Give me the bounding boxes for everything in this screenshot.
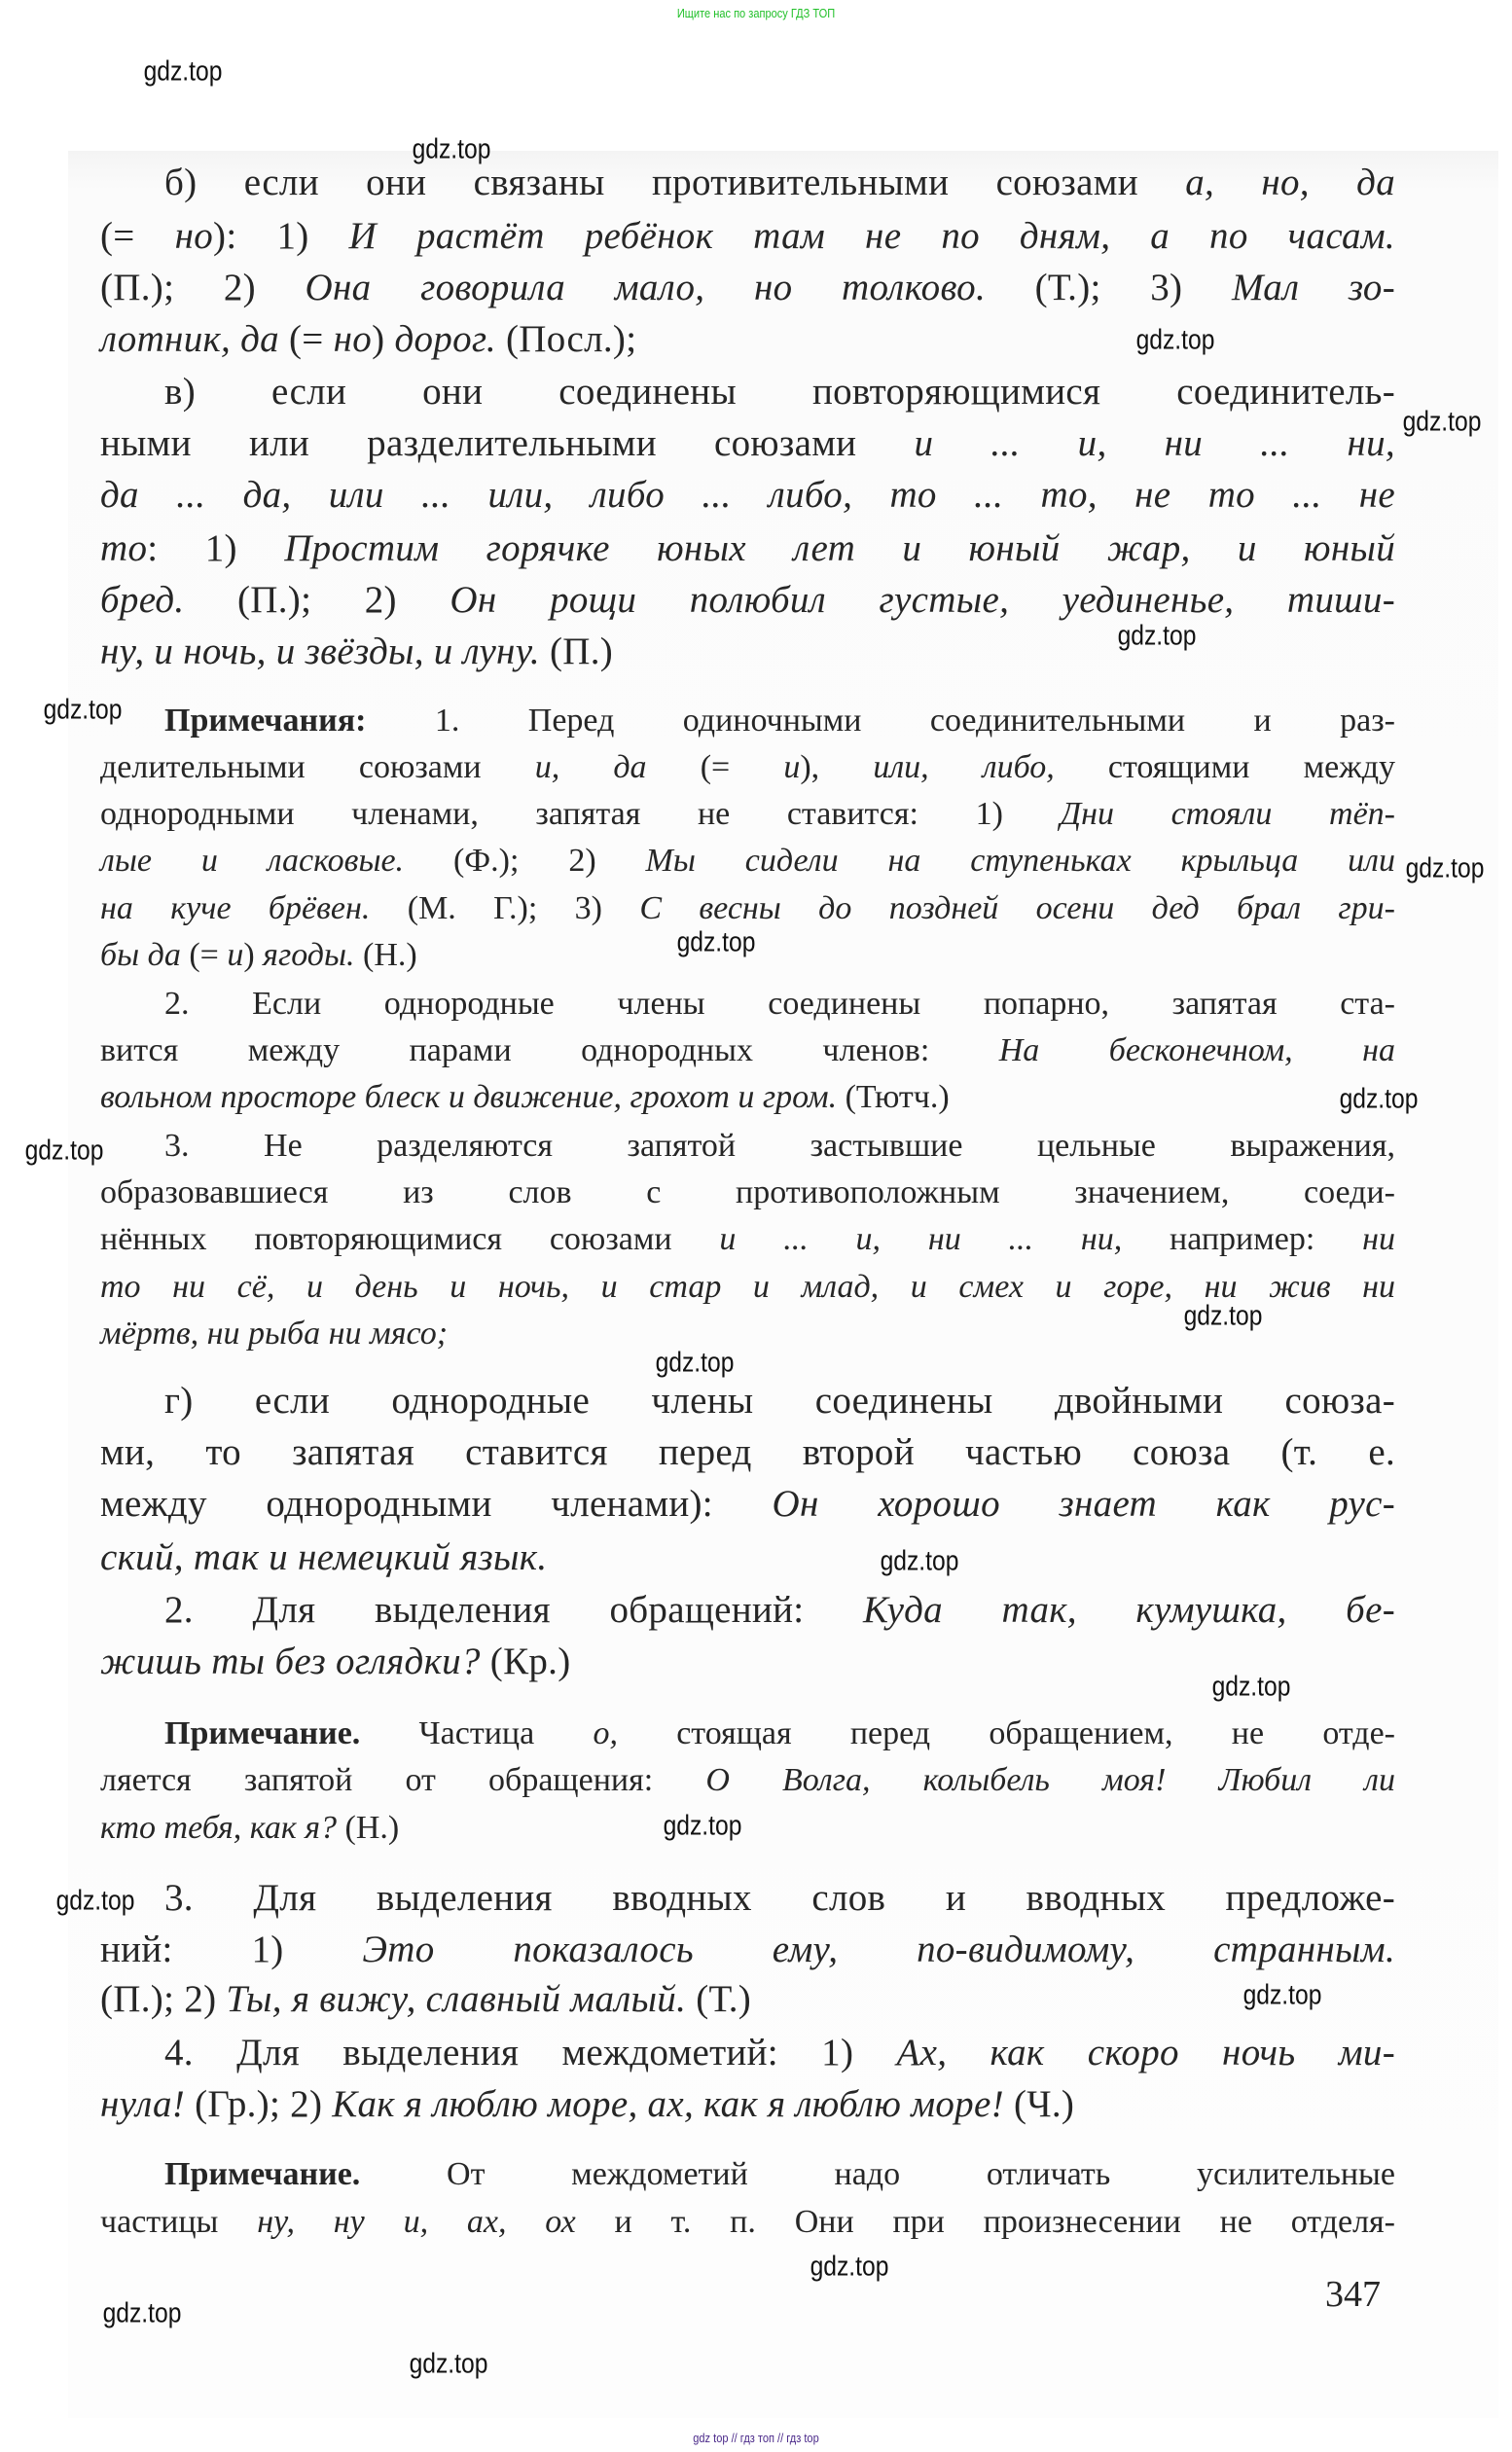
rule-text: ляется запятой от обращения: [100, 1762, 706, 1799]
example-text: О Волга, колыбель моя! Любил ли [705, 1762, 1395, 1799]
example-text: На бесконечном, на [998, 1031, 1395, 1068]
rule-text: (Ч.) [1003, 2083, 1075, 2126]
rule-text: 2. Если однородные члены соединены попарно, запятая ста- [164, 985, 1395, 1022]
example-text: дорог. [394, 317, 496, 360]
rule-text: Частица [360, 1715, 594, 1752]
example-text: Он рощи полюбил густые, уединенье, тиши- [450, 579, 1395, 622]
watermark: gdz.top [663, 1810, 741, 1842]
text-line [100, 1171, 1395, 1215]
text-line [100, 1758, 1395, 1803]
text-line [100, 745, 1395, 790]
text-line [100, 1217, 1395, 1262]
rule-text: 4. Для выделения междометий: 1) [164, 2031, 897, 2073]
example-text: Ты, я вижу, славный малый. [226, 1978, 687, 2021]
example-text: Это показалось ему, по-видимому, странным. [362, 1928, 1395, 1970]
text-line [100, 2200, 1395, 2245]
text-line [100, 1028, 1395, 1073]
watermark: gdz.top [880, 1545, 959, 1577]
text-line [100, 523, 1395, 574]
text-line [100, 1075, 1395, 1120]
example-text: Мы сидели на ступеньках крыльца или [645, 843, 1395, 880]
text-line [100, 1806, 1395, 1851]
rule-text: например: [1122, 1221, 1363, 1258]
text-line [164, 699, 1395, 743]
text-line [164, 1712, 1395, 1756]
rule-text: (Гр.); 2) [185, 2083, 333, 2126]
example-text: бы да [100, 936, 181, 973]
rule-text: : 1) [147, 527, 285, 570]
watermark: gdz.top [1339, 1083, 1419, 1115]
watermark: gdz.top [24, 1135, 104, 1167]
example-text: и ... и, ни ... ни, [914, 422, 1395, 465]
text-line [164, 1376, 1395, 1426]
rule-text: От междометий надо отличать усилительные [360, 2156, 1395, 2193]
watermark: gdz.top [1211, 1671, 1291, 1703]
watermark: gdz.top [102, 2297, 182, 2329]
rule-text: (= [100, 214, 175, 257]
example-text: лотник, да [100, 317, 279, 360]
watermark: gdz.top [810, 2251, 889, 2283]
watermark: gdz.top [655, 1347, 734, 1379]
watermark: gdz.top [1405, 852, 1485, 884]
text-line [164, 2152, 1395, 2197]
rule-text: ) [372, 317, 395, 360]
text-line [164, 982, 1395, 1027]
text-line [100, 627, 1395, 677]
text-line [100, 792, 1395, 837]
rule-text: вится между парами однородных членов: [100, 1031, 999, 1068]
text-line [100, 418, 1395, 469]
rule-text: делительными союзами [100, 749, 535, 786]
example-text: ягоды. [263, 936, 355, 973]
rule-text: (П.); 2) [100, 266, 306, 308]
example-text: Он хорошо знает как рус- [772, 1482, 1395, 1525]
example-text: ну, и ночь, и звёзды, и луну. [100, 631, 540, 673]
rule-text: частицы [100, 2203, 258, 2240]
text-line [164, 1124, 1395, 1169]
text-line [100, 575, 1395, 626]
text-line [100, 1974, 1395, 2025]
note-heading: Примечания: [164, 702, 367, 739]
rule-text: 3. Не разделяются запятой застывшие цельные выражения, [164, 1127, 1395, 1164]
example-text: да ... да, или ... или, либо ... либо, то ... то, не то ... не [100, 474, 1395, 517]
rule-text: однородными членами, запятая не ставится: 1) [100, 796, 1061, 833]
rule-text: нённых повторяющимися союзами [100, 1221, 720, 1258]
example-text: и [783, 749, 801, 786]
rule-text: 2. Для выделения обращений: [164, 1589, 864, 1632]
watermark: gdz.top [55, 1885, 135, 1917]
watermark: gdz.top [1183, 1300, 1263, 1332]
rule-text: (Ф.); 2) [404, 843, 646, 880]
example-text: бред. [100, 579, 185, 622]
example-text: мёртв, ни рыба ни мясо; [100, 1315, 449, 1352]
text-line [100, 1637, 1395, 1687]
watermark: gdz.top [1136, 324, 1215, 356]
example-text: вольном просторе блеск и движение, грохот и гром. [100, 1079, 838, 1116]
example-text: и ... и, ни ... ни, [719, 1221, 1123, 1258]
example-text: Дни стояли тёп- [1060, 796, 1395, 833]
example-text: но [174, 214, 214, 257]
rule-text: (Н.) [354, 936, 417, 973]
rule-text: (Посл.); [495, 317, 637, 360]
rule-text: (Тютч.) [837, 1079, 950, 1116]
text-line [100, 470, 1395, 521]
example-text: или, либо, [873, 749, 1055, 786]
rule-text: в) если они соединены повторяющимися соединитель- [164, 371, 1395, 414]
example-text: то ни сё, и день и ночь, и стар и млад, и смех и горе, ни жив ни [100, 1268, 1395, 1305]
text-line [100, 886, 1395, 931]
example-text: и, да [534, 749, 647, 786]
rule-text: 1. Перед одиночными соединительными и раз- [366, 702, 1395, 739]
page-number: 347 [1325, 2274, 1381, 2315]
text-line [164, 1585, 1395, 1636]
text-line [100, 2079, 1395, 2130]
rule-text: (П.); 2) [100, 1978, 227, 2021]
example-text: кто тебя, как я? [100, 1809, 338, 1846]
rule-text: (= [278, 317, 334, 360]
rule-text: (= [646, 749, 784, 786]
rule-text: ными или разделительными союзами [100, 422, 915, 465]
example-text: о, [593, 1715, 618, 1752]
example-text: а, но, да [1185, 162, 1395, 204]
example-text: Она говорила мало, но толково. [305, 266, 987, 308]
bottom-banner: gdz top // гдз топ // гдз top [693, 2431, 819, 2445]
text-line [100, 839, 1395, 883]
watermark: gdz.top [412, 133, 491, 165]
rule-text: (Кр.) [480, 1641, 571, 1683]
text-line [100, 1479, 1395, 1530]
rule-text: (Н.) [337, 1809, 400, 1846]
example-text: нула! [100, 2083, 186, 2126]
rule-text: образовавшиеся из слов с противоположным значением, соеди- [100, 1174, 1395, 1211]
rule-text: б) если они связаны противительными союзами [164, 162, 1186, 204]
example-text: С весны до поздней осени дед брал гри- [639, 889, 1395, 926]
watermark: gdz.top [1117, 620, 1197, 652]
rule-text: г) если однородные члены соединены двойными союза- [164, 1379, 1395, 1422]
text-line [164, 367, 1395, 417]
watermark: gdz.top [43, 694, 123, 726]
example-text: Как я люблю море, ах, как я люблю море! [332, 2083, 1004, 2126]
example-text: И растёт ребёнок там не по дням, а по часам. [348, 214, 1395, 257]
example-text: ский, так и немецкий язык. [100, 1535, 548, 1578]
watermark: gdz.top [143, 55, 223, 88]
watermark: gdz.top [409, 2348, 488, 2380]
text-line [100, 1532, 1395, 1583]
text-line [100, 1427, 1395, 1478]
text-line [164, 2028, 1395, 2078]
rule-text: ний: 1) [100, 1928, 363, 1970]
example-text: ну, ну и, ах, ох [257, 2203, 576, 2240]
example-text: Мал зо- [1231, 266, 1395, 308]
rule-text: ): 1) [213, 214, 349, 257]
note-heading: Примечание. [164, 1715, 361, 1752]
rule-text: между однородными членами): [100, 1482, 773, 1525]
rule-text: (П.) [539, 631, 614, 673]
rule-text: (М. Г.); 3) [370, 889, 640, 926]
example-text: но [333, 317, 373, 360]
rule-text: (Т.) [686, 1978, 752, 2021]
text-line [164, 158, 1395, 208]
note-heading: Примечание. [164, 2156, 361, 2193]
rule-text: ) [243, 936, 264, 973]
rule-text: 3. Для выделения вводных слов и вводных предложе- [164, 1876, 1395, 1919]
rule-text: и т. п. Они при произнесении не отделя- [575, 2203, 1396, 2240]
rule-text: (Т.); 3) [986, 266, 1232, 308]
rule-text: (= [180, 936, 228, 973]
example-text: то [100, 527, 148, 570]
watermark: gdz.top [676, 926, 756, 958]
example-text: Простим горячке юных лет и юный жар, и юный [284, 527, 1396, 570]
example-text: на куче брёвен. [100, 889, 371, 926]
rule-text: ), [800, 749, 874, 786]
example-text: ни [1362, 1221, 1395, 1258]
rule-text: (П.); 2) [184, 579, 450, 622]
text-line [100, 1925, 1395, 1975]
top-banner: Ищите нас по запросу ГДЗ ТОП [676, 6, 836, 20]
example-text: Куда так, кумушка, бе- [863, 1589, 1395, 1632]
rule-text: ми, то запятая ставится перед второй частью союза (т. е. [100, 1430, 1395, 1473]
example-text: и [227, 936, 244, 973]
rule-text: стоящая перед обращением, не отде- [617, 1715, 1395, 1752]
watermark: gdz.top [1402, 406, 1482, 438]
example-text: Ах, как скоро ночь ми- [896, 2031, 1395, 2073]
rule-text: стоящими между [1054, 749, 1395, 786]
watermark: gdz.top [1242, 1979, 1322, 2011]
example-text: жишь ты без оглядки? [100, 1641, 481, 1683]
example-text: лые и ласковые. [100, 843, 405, 880]
text-line [164, 1873, 1395, 1924]
text-line [100, 211, 1395, 262]
text-line [100, 263, 1395, 313]
